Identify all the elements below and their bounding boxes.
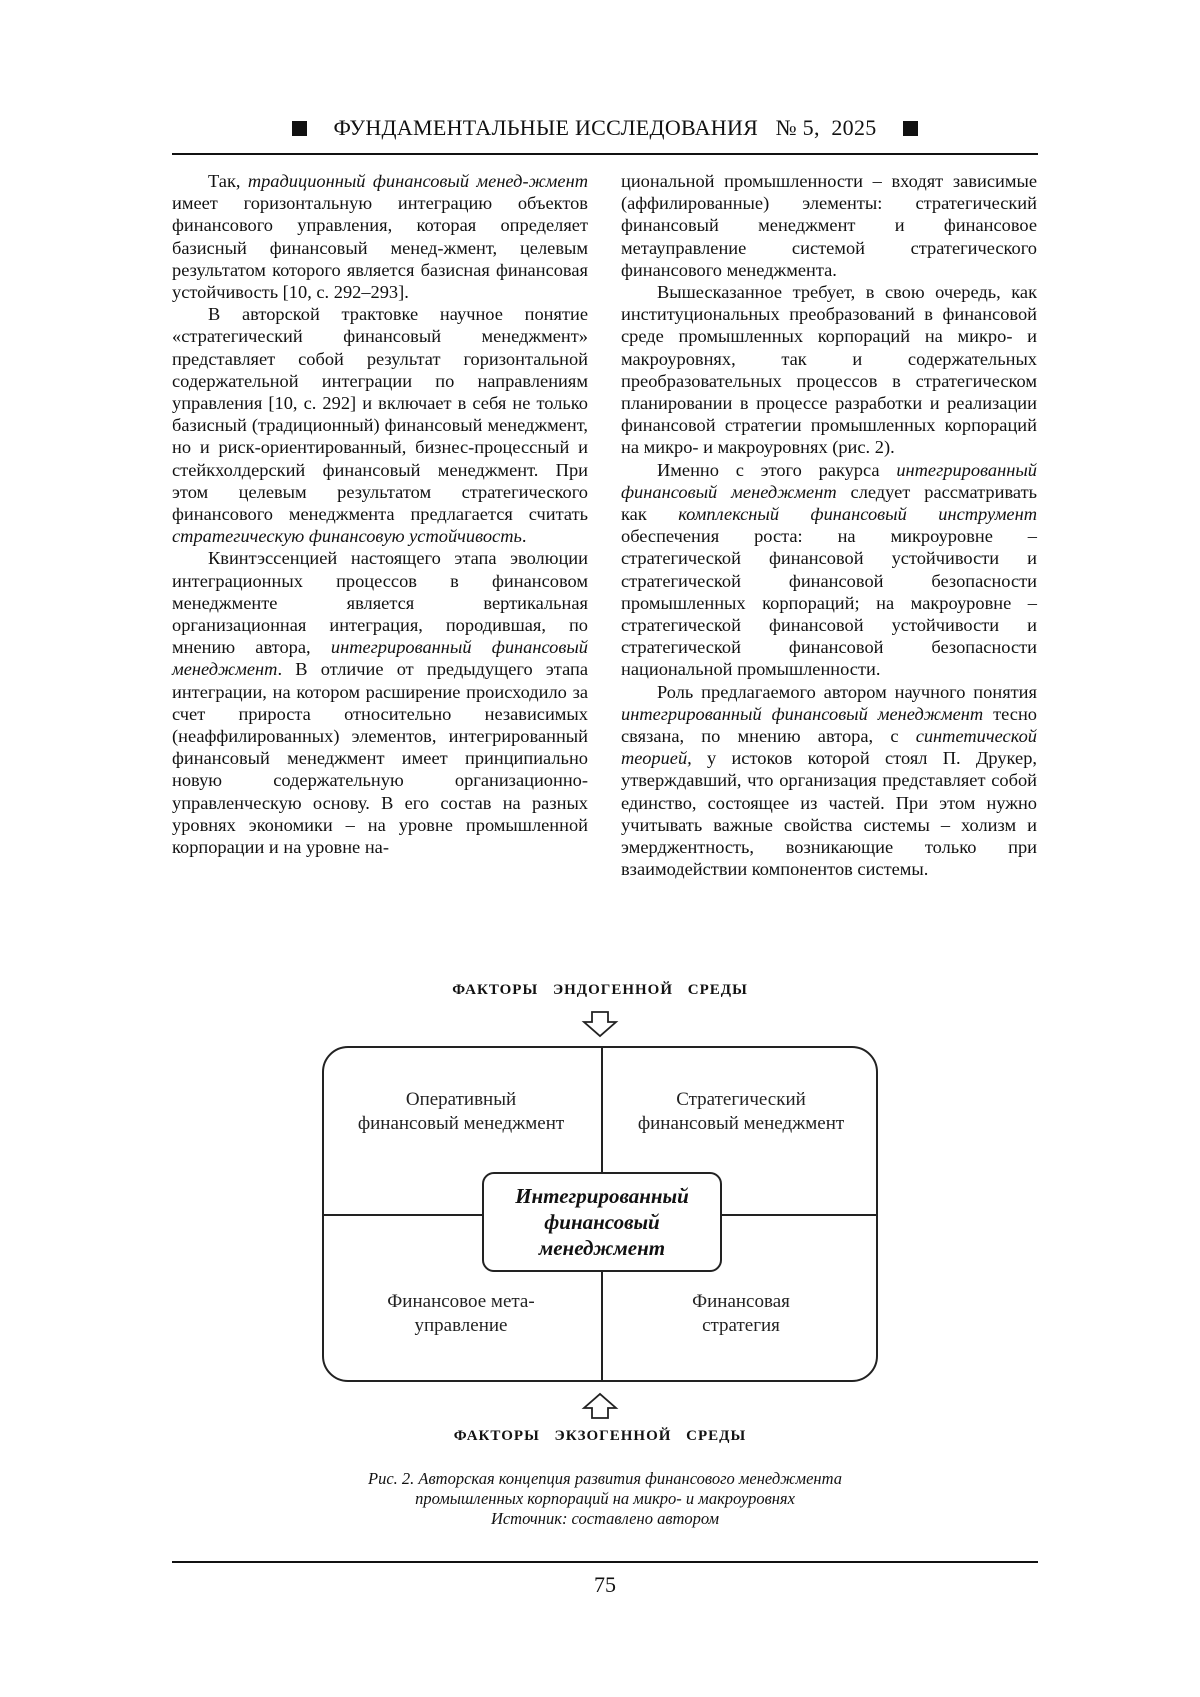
quadrant-label: Финансовое мета- управление bbox=[387, 1291, 535, 1336]
quadrant-label: Финансовая стратегия bbox=[692, 1291, 790, 1336]
concept-box bbox=[322, 1046, 878, 1382]
paragraph: Квинтэссенцией настоящего этапа эволюции интеграционных процессов в финансовом менеджменте является вертикальная организационная интеграция, породившая, по мнению автора, интегрированный финансовый менеджмент. В отличие от предыдущего этапа интеграции, на котором расширение происходило за счет прироста относительно независимых (неаффилированных) элементов, интегрированный финансовый менеджмент имеет принципиально новую содержательную организационно-управленческую основу. В его состав на разных уровнях экономики – на уровне промышленной корпорации и на уровне на- bbox=[172, 548, 589, 858]
exogenous-factors-label: ФАКТОРЫ ЭКЗОГЕННОЙ СРЕДЫ bbox=[453, 1428, 747, 1444]
quadrant-label: Стратегический финансовый менеджмент bbox=[637, 1089, 845, 1134]
left-column bbox=[172, 170, 588, 858]
header-square-left-icon bbox=[292, 121, 307, 136]
quadrant-financial-strategy bbox=[616, 1290, 866, 1338]
caption-line: промышленных корпораций на микро- и макроуровнях bbox=[415, 1489, 795, 1508]
quadrant-meta-management bbox=[336, 1290, 586, 1338]
paragraph: Так, традиционный финансовый менед-жмент имеет горизонтальную интеграцию объектов финансового управления, которая определяет базисный финансовый менед-жмент, целевым результатом которого является базисная финансовая устойчивость [10, с. 292–293]. bbox=[172, 171, 588, 303]
caption-source: Источник: составлено автором bbox=[490, 1509, 720, 1528]
center-label: Интегрированный финансовый менеджмент bbox=[515, 1184, 689, 1260]
header-square-right-icon bbox=[903, 121, 918, 136]
paragraph: Именно с этого ракурса интегрированный финансовый менеджмент следует рассматривать как комплексный финансовый инструмент обеспечения роста: на микроуровне – стратегической финансовой устойчивости и стратегической финансовой безопасности промышленных корпораций; на макроуровне – стратегической финансовой устойчивости и стратегической финансовой безопасности национальной промышленности. bbox=[621, 459, 1037, 680]
arrow-up-icon bbox=[580, 1392, 620, 1420]
paragraph: циональной промышленности – входят зависимые (аффилированные) элементы: стратегический финансовый менеджмент и финансовое метауправление системой стратегического финансового менеджмента. bbox=[621, 171, 1037, 280]
page-number: 75 bbox=[594, 1572, 616, 1597]
figure-caption bbox=[172, 1469, 1038, 1529]
header-rule bbox=[172, 153, 1038, 155]
quadrant-operational-fm bbox=[336, 1088, 586, 1136]
paragraph: В авторской трактовке научное понятие «стратегический финансовый менеджмент» представляет собой результат горизонтальной содержательной интеграции по направлениям управления [10, с. 292] и включает в себя не только базисный (традиционный) финансовый менеджмент, но и риск-ориентированный, бизнес-процессный и стейкхолдерский финансовый менеджмент. При этом целевым результатом стратегического финансового менеджмента предлагается считать стратегическую финансовую устойчивость. bbox=[172, 304, 588, 547]
quadrant-label: Оперативный финансовый менеджмент bbox=[357, 1089, 565, 1134]
journal-title: ФУНДАМЕНТАЛЬНЫЕ ИССЛЕДОВАНИЯ № 5, 2025 bbox=[333, 115, 877, 140]
arrow-down-icon bbox=[580, 1010, 620, 1038]
caption-line: Рис. 2. Авторская концепция развития финансового менеджмента bbox=[368, 1469, 842, 1488]
endogenous-factors-label: ФАКТОРЫ ЭНДОГЕННОЙ СРЕДЫ bbox=[452, 982, 748, 998]
right-column bbox=[621, 170, 1037, 881]
footer-rule bbox=[172, 1561, 1038, 1563]
figure-diagram bbox=[300, 976, 900, 1446]
paragraph: Вышесказанное требует, в свою очередь, как институциональных преобразований в финансовой среде промышленных корпораций на микро- и макроуровнях, так и содержательных преобразовательных процессов в стратегическом планировании в процессе разработки и реализации финансовой стратегии промышленных корпораций на микро- и макроуровнях (рис. 2). bbox=[621, 282, 1037, 458]
paragraph: Роль предлагаемого автором научного понятия интегрированный финансовый менеджмент тесно связана, по мнению автора, с синтетической теорией, у истоков которой стоял П. Друкер, утверждавший, что организация представляет собой единство, состоящее из частей. При этом нужно учитывать важные свойства системы – холизм и эмерджентность, возникающие только при взаимодействии компонентов системы. bbox=[621, 681, 1037, 880]
center-integrated-fm bbox=[482, 1172, 722, 1272]
quadrant-strategic-fm bbox=[616, 1088, 866, 1136]
running-header bbox=[172, 108, 1038, 148]
